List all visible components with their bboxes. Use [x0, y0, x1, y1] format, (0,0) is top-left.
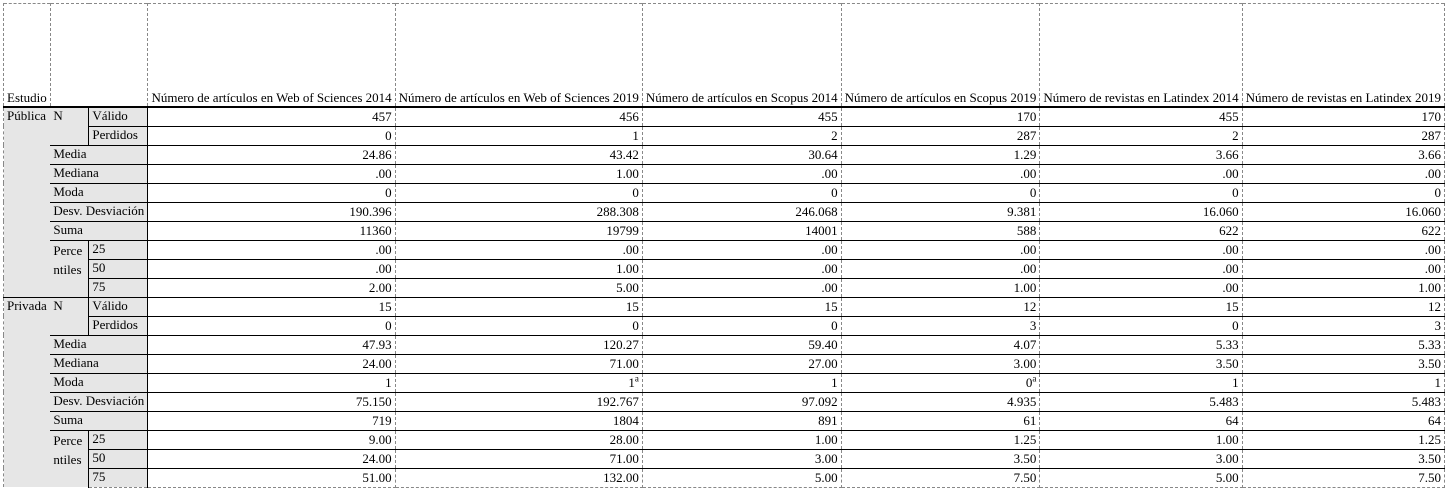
value-cell: .00	[642, 278, 841, 297]
header-scopus-2019: Número de artículos en Scopus 2019	[841, 4, 1040, 108]
value-cell: 75.150	[148, 392, 395, 411]
value-cell: 1.00	[1242, 278, 1444, 297]
value-cell: .00	[148, 240, 395, 259]
value-cell: 1.00	[642, 430, 841, 449]
value-cell: 28.00	[395, 430, 642, 449]
value-cell: 0	[148, 316, 395, 335]
table-row	[4, 221, 1445, 240]
table-row	[4, 202, 1445, 221]
value-cell: 15	[1040, 297, 1242, 316]
value-cell: 5.00	[642, 468, 841, 487]
value-cell: 622	[1242, 221, 1444, 240]
value-cell: 170	[1242, 107, 1444, 126]
table-row	[4, 126, 1445, 145]
value-cell: 1	[1242, 373, 1444, 392]
value-cell: 15	[395, 297, 642, 316]
table-row	[4, 354, 1445, 373]
header-row	[4, 4, 1445, 108]
table-row	[4, 316, 1445, 335]
value-cell: 19799	[395, 221, 642, 240]
value-cell: 891	[642, 411, 841, 430]
value-cell: 59.40	[642, 335, 841, 354]
value-cell: 719	[148, 411, 395, 430]
value-cell: 11360	[148, 221, 395, 240]
value-cell: .00	[642, 240, 841, 259]
value-cell: 3	[1242, 316, 1444, 335]
value-cell: 1.00	[841, 278, 1040, 297]
value-cell: 5.483	[1242, 392, 1444, 411]
sub-label: 25	[89, 430, 148, 449]
value-cell: 64	[1242, 411, 1444, 430]
value-cell: 3.50	[1242, 354, 1444, 373]
sub-label: 25	[89, 240, 148, 259]
sub-label: 75	[89, 278, 148, 297]
value-cell: 7.50	[841, 468, 1040, 487]
value-cell: .00	[841, 164, 1040, 183]
value-cell: 457	[148, 107, 395, 126]
value-cell: 170	[841, 107, 1040, 126]
table-row	[4, 240, 1445, 259]
value-cell: .00	[1040, 278, 1242, 297]
sub-label: 50	[89, 449, 148, 468]
value-cell: 1	[395, 126, 642, 145]
value-cell: 0	[395, 316, 642, 335]
value-cell: 2	[642, 126, 841, 145]
table-body	[4, 107, 1445, 487]
value-cell: 24.00	[148, 354, 395, 373]
value-cell: 455	[1040, 107, 1242, 126]
stat-label: Percentiles	[50, 430, 89, 487]
value-cell: 5.33	[1040, 335, 1242, 354]
value-cell: 5.483	[1040, 392, 1242, 411]
value-cell: 3.66	[1040, 145, 1242, 164]
value-cell: 1	[642, 373, 841, 392]
value-cell: 71.00	[395, 449, 642, 468]
value-cell: 12	[1242, 297, 1444, 316]
value-cell: 5.00	[395, 278, 642, 297]
value-cell: 1	[1040, 373, 1242, 392]
table-row	[4, 259, 1445, 278]
value-cell: 3.00	[1040, 449, 1242, 468]
value-cell: .00	[1040, 259, 1242, 278]
value-cell: 15	[148, 297, 395, 316]
header-estudio: Estudio	[4, 4, 51, 108]
sub-label: Perdidos	[89, 126, 148, 145]
value-cell: 3.50	[1040, 354, 1242, 373]
value-cell: 24.86	[148, 145, 395, 164]
value-cell: 588	[841, 221, 1040, 240]
value-cell: 0	[841, 183, 1040, 202]
table-row	[4, 183, 1445, 202]
value-cell: 3.50	[841, 449, 1040, 468]
value-cell: 2	[1040, 126, 1242, 145]
value-cell: 24.00	[148, 449, 395, 468]
value-cell: 622	[1040, 221, 1242, 240]
value-cell: .00	[1040, 240, 1242, 259]
header-wos-2014: Número de artículos en Web of Sciences 2014	[148, 4, 395, 108]
value-cell: 287	[841, 126, 1040, 145]
table-row	[4, 373, 1445, 392]
value-cell: 71.00	[395, 354, 642, 373]
value-cell: 0	[1040, 316, 1242, 335]
table-row	[4, 297, 1445, 316]
value-cell: 0	[1040, 183, 1242, 202]
header-scopus-2014: Número de artículos en Scopus 2014	[642, 4, 841, 108]
value-cell: 1$^a$	[395, 373, 642, 392]
value-cell: 2.00	[148, 278, 395, 297]
stat-label: N	[50, 107, 89, 145]
table-row	[4, 278, 1445, 297]
value-cell: .00	[1040, 164, 1242, 183]
stat-label: Media	[50, 145, 148, 164]
header-latindex-2014: Número de revistas en Latindex 2014	[1040, 4, 1242, 108]
value-cell: 51.00	[148, 468, 395, 487]
value-cell: 0	[642, 316, 841, 335]
sub-label: Válido	[89, 107, 148, 126]
table-row	[4, 164, 1445, 183]
descriptive-statistics-table	[3, 3, 1445, 488]
value-cell: 1.00	[395, 259, 642, 278]
stat-label: Desv. Desviación	[50, 392, 148, 411]
value-cell: 47.93	[148, 335, 395, 354]
value-cell: 61	[841, 411, 1040, 430]
value-cell: 3.00	[841, 354, 1040, 373]
value-cell: 0$^a$	[841, 373, 1040, 392]
table-row	[4, 430, 1445, 449]
table-row	[4, 335, 1445, 354]
value-cell: .00	[395, 240, 642, 259]
value-cell: 5.33	[1242, 335, 1444, 354]
value-cell: 1.25	[841, 430, 1040, 449]
value-cell: 3.66	[1242, 145, 1444, 164]
table-row	[4, 468, 1445, 487]
value-cell: 456	[395, 107, 642, 126]
value-cell: 15	[642, 297, 841, 316]
value-cell: .00	[841, 259, 1040, 278]
value-cell: 27.00	[642, 354, 841, 373]
value-cell: 64	[1040, 411, 1242, 430]
table-row	[4, 411, 1445, 430]
value-cell: 97.092	[642, 392, 841, 411]
sub-label: 75	[89, 468, 148, 487]
stat-label: N	[50, 297, 89, 335]
value-cell: 246.068	[642, 202, 841, 221]
stat-label: Suma	[50, 411, 148, 430]
stat-label: Moda	[50, 183, 148, 202]
value-cell: 43.42	[395, 145, 642, 164]
value-cell: .00	[642, 259, 841, 278]
table-row	[4, 449, 1445, 468]
table-row	[4, 392, 1445, 411]
value-cell: 1.29	[841, 145, 1040, 164]
value-cell: 1.00	[395, 164, 642, 183]
table-row	[4, 107, 1445, 126]
group-label: Privada	[4, 297, 51, 487]
header-wos-2019: Número de artículos en Web of Sciences 2019	[395, 4, 642, 108]
stat-label: Mediana	[50, 164, 148, 183]
footnote-marker: a	[634, 373, 639, 384]
value-cell: 132.00	[395, 468, 642, 487]
value-cell: 3.00	[642, 449, 841, 468]
group-label: Pública	[4, 107, 51, 297]
value-cell: 5.00	[1040, 468, 1242, 487]
stat-label: Moda	[50, 373, 148, 392]
header-empty	[50, 4, 148, 108]
value-cell: 0	[148, 126, 395, 145]
value-cell: 192.767	[395, 392, 642, 411]
value-cell: 12	[841, 297, 1040, 316]
value-cell: 16.060	[1040, 202, 1242, 221]
value-cell: 3	[841, 316, 1040, 335]
value-cell: 1.00	[1040, 430, 1242, 449]
value-cell: 7.50	[1242, 468, 1444, 487]
value-cell: 30.64	[642, 145, 841, 164]
value-cell: 0	[395, 183, 642, 202]
value-cell: 0	[642, 183, 841, 202]
footnote-marker: a	[1032, 373, 1037, 384]
value-cell: .00	[148, 164, 395, 183]
sub-label: Perdidos	[89, 316, 148, 335]
stat-label: Percentiles	[50, 240, 89, 297]
value-cell: 16.060	[1242, 202, 1444, 221]
value-cell: 120.27	[395, 335, 642, 354]
stat-label: Mediana	[50, 354, 148, 373]
value-cell: .00	[841, 240, 1040, 259]
header-latindex-2019: Número de revistas en Latindex 2019	[1242, 4, 1444, 108]
table-row	[4, 145, 1445, 164]
stat-label: Media	[50, 335, 148, 354]
value-cell: 1.25	[1242, 430, 1444, 449]
value-cell: .00	[1242, 164, 1444, 183]
stat-label: Suma	[50, 221, 148, 240]
value-cell: 287	[1242, 126, 1444, 145]
sub-label: Válido	[89, 297, 148, 316]
value-cell: 1	[148, 373, 395, 392]
value-cell: 0	[148, 183, 395, 202]
value-cell: .00	[148, 259, 395, 278]
value-cell: 9.381	[841, 202, 1040, 221]
value-cell: 3.50	[1242, 449, 1444, 468]
stat-label: Desv. Desviación	[50, 202, 148, 221]
value-cell: 455	[642, 107, 841, 126]
value-cell: 4.935	[841, 392, 1040, 411]
value-cell: .00	[642, 164, 841, 183]
value-cell: 190.396	[148, 202, 395, 221]
value-cell: 4.07	[841, 335, 1040, 354]
value-cell: 288.308	[395, 202, 642, 221]
value-cell: 1804	[395, 411, 642, 430]
value-cell: .00	[1242, 240, 1444, 259]
value-cell: 14001	[642, 221, 841, 240]
value-cell: 0	[1242, 183, 1444, 202]
value-cell: .00	[1242, 259, 1444, 278]
value-cell: 9.00	[148, 430, 395, 449]
sub-label: 50	[89, 259, 148, 278]
